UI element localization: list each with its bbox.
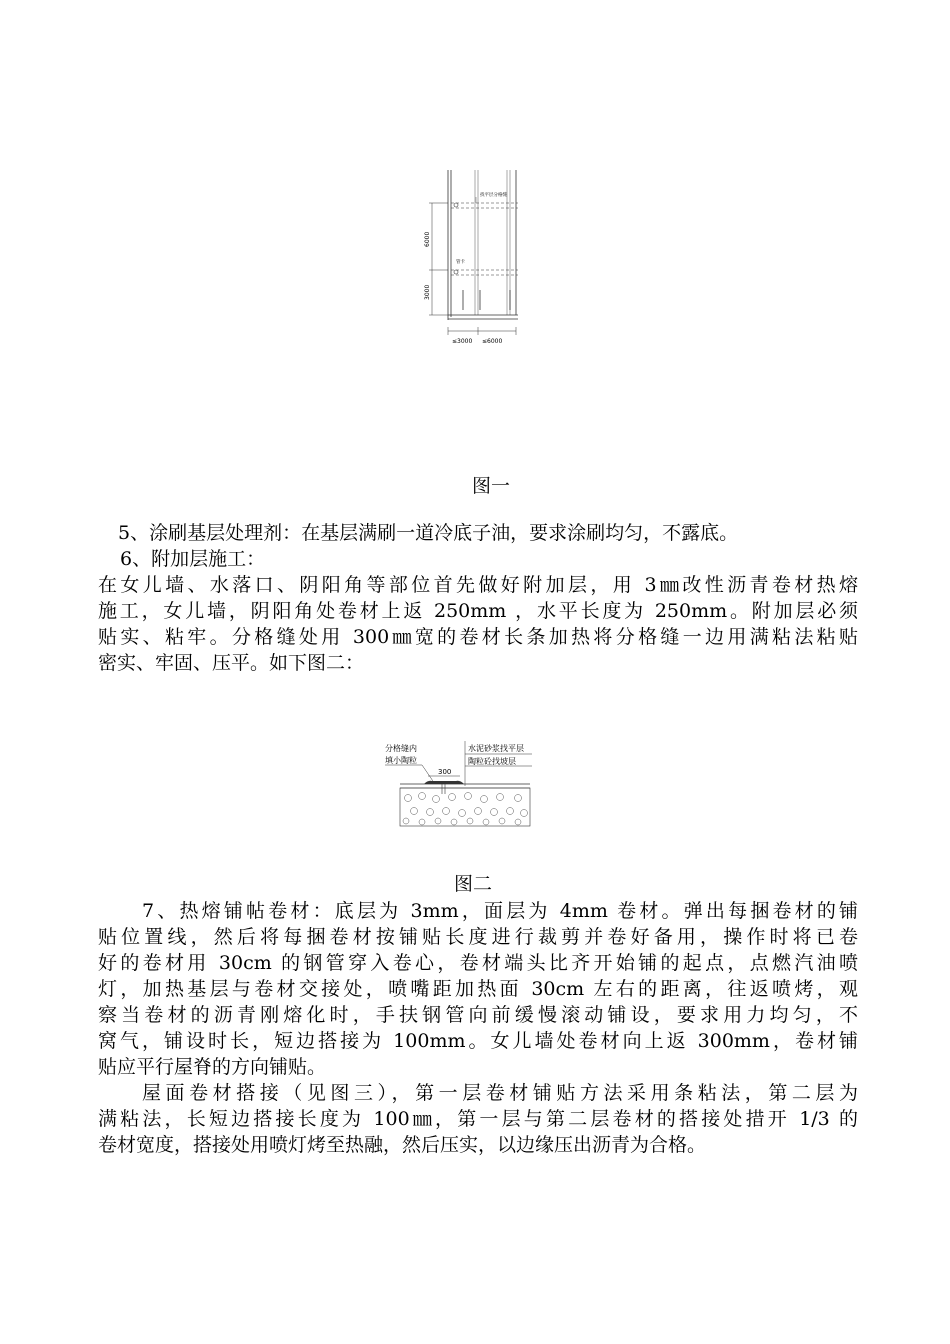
paragraph-7-line: 灯，加热基层与卷材交接处，喷嘴距加热面 30cm 左右的距离，往返喷烤，观 <box>98 978 858 1000</box>
figure-1-dim-vertical-bottom: 3000 <box>424 284 431 300</box>
paragraph-5: 5、涂刷基层处理剂：在基层满刷一道冷底子油，要求涂刷均匀，不露底。 <box>118 522 739 544</box>
paragraph-6-line: 施工，女儿墙，阴阳角处卷材上返 250mm ，水平长度为 250mm。附加层必须 <box>98 600 858 622</box>
paragraph-8-line: 卷材宽度，搭接处用喷灯烤至热融，然后压实，以边缘压出沥青为合格。 <box>98 1134 707 1156</box>
figure-1-dim-horizontal-left: ≤3000 <box>452 338 473 345</box>
paragraph-8-line: 满粘法，长短边搭接长度为 100㎜，第一层与第二层卷材的搭接处措开 1/3 的 <box>98 1108 858 1130</box>
figure-1-dim-horizontal-right: ≤6000 <box>482 338 503 345</box>
figure-2-dim-width: 300 <box>438 768 452 776</box>
figure-2-label-left-1: 分格缝内 <box>385 744 417 753</box>
figure-2-label-right-1: 水泥砂浆找平层 <box>468 744 524 753</box>
paragraph-7-line: 好的卷材用 30cm 的钢管穿入卷心，卷材端头比齐开始铺的起点，点燃汽油喷 <box>98 952 858 974</box>
paragraph-7-line: 察当卷材的沥青刚熔化时，手扶钢管向前缓慢滚动铺设，要求用力均匀，不 <box>98 1004 858 1026</box>
paragraph-6-line: 密实、牢固、压平。如下图二： <box>98 652 365 674</box>
paragraph-7-line: 贴位置线，然后将每捆卷材按铺贴长度进行裁剪并卷好备用，操作时将已卷 <box>98 926 858 948</box>
figure-1-diagram <box>418 165 528 350</box>
figure-2-label-left-2: 填小陶粒 <box>385 756 417 765</box>
figure-2-caption: 图二 <box>454 873 493 895</box>
paragraph-7-line: 贴应平行屋脊的方向铺贴。 <box>98 1056 327 1078</box>
paragraph-6-line: 在女儿墙、水落口、阴阳角等部位首先做好附加层，用 3㎜改性沥青卷材热熔 <box>98 574 858 596</box>
paragraph-7-line: 7、热熔铺帖卷材：底层为 3mm，面层为 4mm 卷材。弹出每捆卷材的铺 <box>142 900 858 922</box>
paragraph-6-line: 贴实、粘牢。分格缝处用 300㎜宽的卷材长条加热将分格缝一边用满粘法粘贴 <box>98 626 858 648</box>
figure-1-dim-vertical-top: 6000 <box>424 231 431 247</box>
paragraph-7-line: 窝气，铺设时长，短边搭接为 100mm。女儿墙处卷材向上返 300mm，卷材铺 <box>98 1030 858 1052</box>
figure-1-label-top: 找平层分格缝 <box>480 193 507 198</box>
figure-2-diagram <box>380 736 540 831</box>
paragraph-6-title: 6、附加层施工： <box>120 548 266 570</box>
figure-1-caption: 图一 <box>472 475 511 497</box>
paragraph-8-line: 屋面卷材搭接（见图三），第一层卷材铺贴方法采用条粘法，第二层为 <box>142 1082 858 1104</box>
figure-1-label-mid: 管卡 <box>456 260 465 265</box>
figure-2-label-right-2: 陶粒砼找坡层 <box>468 757 516 766</box>
